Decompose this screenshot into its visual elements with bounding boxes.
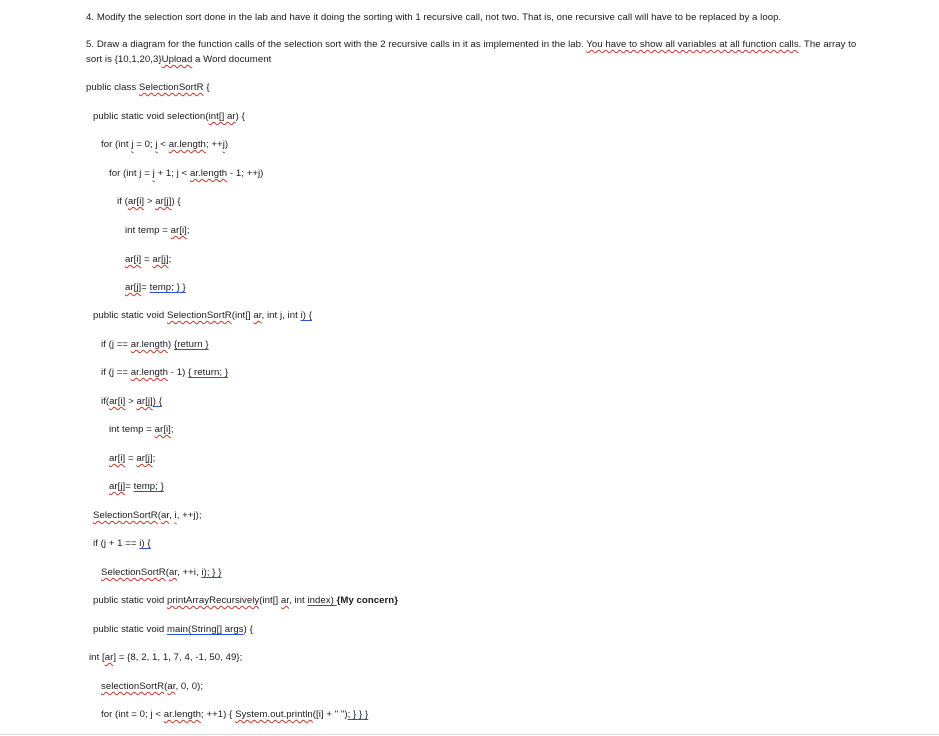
code-base-case-1: if (j == ar.length) {return } [101,339,209,350]
code-inner-for: for (int j = j + 1; j < ar.length - 1; ++j) [109,168,264,179]
q5-array: sort is {10,1,20,3} [86,54,162,65]
code-swap-2: ar[j]= temp; } } [125,282,186,293]
code-main-call: selectionSortR(ar, 0, 0); [101,681,204,692]
question-5-line-1 [86,39,856,51]
q5-word-doc: a Word document [192,54,272,65]
code-print-loop: for (int = 0; j < ar.length; ++1) { System.out.println([i] + " "); } } } [101,709,369,720]
code-selection-decl: public static void selection(int[] ar) { [93,111,245,122]
code-recursive-temp: int temp = ar[i]; [109,424,174,435]
code-recursive-swap-2: ar[j]= temp; } [109,481,164,492]
code-swap-1: ar[i] = ar[j]; [125,254,172,265]
code-recursive-call-2: SelectionSortR(ar, ++i, i); } } [101,567,222,578]
q5-text: 5. Draw a diagram for the function calls of the selection sort with the 2 recursive calls in it as implemented in the lab. [86,39,587,50]
code-temp-assign: int temp = ar[i]; [125,225,190,236]
code-recursive-if: if(ar[i] > ar[j]) { [101,396,162,407]
code-base-case-2: if (j == ar.length - 1) { return; } [101,367,229,378]
question-4: 4. Modify the selection sort done in the lab and have it doing the sorting with 1 recursive call, not two. That is, one recursive call will have to be replaced by a loop. [86,12,782,23]
code-array-init: int [ar] = {8, 2, 1, 1, 7, 4, -1, 50, 49}; [89,652,243,663]
code-recursive-call-1: SelectionSortR(ar, i, ++j); [93,510,202,521]
question-5-line-2 [86,54,271,66]
code-recursive-swap-1: ar[i] = ar[j]; [109,453,156,464]
code-outer-for: for (int j = 0; j < ar.length; ++j) [101,139,229,150]
code-if-next: if (j + 1 == i) { [93,538,151,549]
page-bottom-divider [0,734,939,735]
code-main-decl: public static void main(String[] args) { [93,624,253,635]
code-print-decl: public static void printArrayRecursively(int[] ar, int index) {My concern} [93,595,399,606]
q5-text-end: . The array to [798,39,857,50]
code-class-decl: public class SelectionSortR { [86,82,210,93]
q5-emphasis: You have to show all variables at all function calls [586,39,799,50]
code-recursive-decl: public static void SelectionSortR(int[] ar, int j, int i) { [93,310,312,321]
q5-upload: Upload [161,54,193,65]
code-if-compare: if (ar[i] > ar[j]) { [117,196,181,207]
